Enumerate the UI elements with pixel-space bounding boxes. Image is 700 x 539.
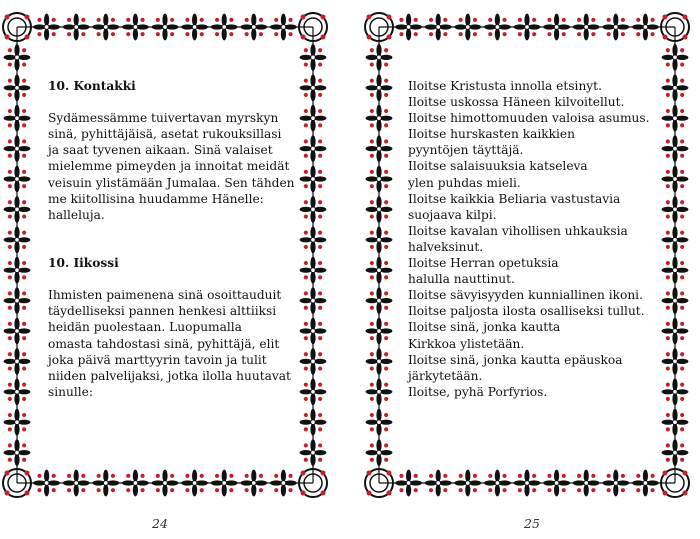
ornament-motif bbox=[366, 196, 393, 223]
page-number: 25 bbox=[524, 516, 540, 531]
ornament-motif bbox=[4, 74, 31, 101]
ornament-motif bbox=[122, 14, 149, 41]
ornament-motif bbox=[211, 470, 238, 497]
text-line: Iloitse kavalan vihollisen uhkauksia bbox=[408, 223, 628, 238]
text-line: Iloitse Herran opetuksia bbox=[408, 256, 559, 271]
text-line: veisuin ylistämään Jumalaa. Sen tähden bbox=[48, 175, 295, 190]
ornament-motif bbox=[662, 318, 689, 345]
text-line: halveksinut. bbox=[408, 239, 484, 254]
ornament-motif bbox=[4, 439, 31, 466]
ornament-motif bbox=[632, 470, 659, 497]
text-line: Iloitse hurskasten kaikkien bbox=[408, 127, 575, 142]
text-line: halleluja. bbox=[48, 207, 105, 222]
ornament-motif bbox=[662, 409, 689, 436]
text-line: Iloitse uskossa Häneen kilvoitellut. bbox=[408, 95, 625, 110]
ornament-motif bbox=[484, 14, 511, 41]
ornament-motif bbox=[543, 470, 570, 497]
text-line: ja saat tyvenen aikaan. Sinä valaiset bbox=[48, 143, 273, 158]
ornament-motif bbox=[602, 470, 629, 497]
ornament-motif bbox=[366, 439, 393, 466]
heading-kontakki: 10. Kontakki bbox=[48, 79, 136, 93]
ornament-motif bbox=[662, 105, 689, 132]
ornament-motif bbox=[4, 226, 31, 253]
ornament-motif bbox=[152, 14, 179, 41]
ornament-motif bbox=[573, 470, 600, 497]
ornament-motif bbox=[300, 44, 327, 71]
ornament-motif bbox=[211, 14, 238, 41]
text-line: suojaava kilpi. bbox=[408, 207, 497, 222]
left-page-text bbox=[48, 78, 308, 400]
ornament-motif bbox=[662, 439, 689, 466]
text-line: heidän puolestaan. Luopumalla bbox=[48, 320, 242, 335]
iikossi-paragraph bbox=[48, 287, 308, 400]
ornament-motif bbox=[63, 470, 90, 497]
text-line: halulla nauttinut. bbox=[408, 272, 515, 287]
ornament-motif bbox=[366, 74, 393, 101]
ornament-motif bbox=[662, 348, 689, 375]
ornament-motif bbox=[425, 470, 452, 497]
text-line: Iloitse kaikkia Beliaria vastustavia bbox=[408, 191, 621, 206]
ornament-motif bbox=[662, 44, 689, 71]
ornament-motif bbox=[514, 470, 541, 497]
text-line: pyyntöjen täyttäjä. bbox=[408, 143, 524, 158]
ornament-motif bbox=[92, 14, 119, 41]
ornament-motif bbox=[4, 378, 31, 405]
text-line: sinä, pyhittäjäisä, asetat rukouksillasi bbox=[48, 127, 282, 142]
text-line: Iloitse, pyhä Porfyrios. bbox=[408, 384, 548, 399]
ornament-motif bbox=[300, 439, 327, 466]
kontakki-paragraph bbox=[48, 110, 308, 223]
ornament-motif bbox=[122, 470, 149, 497]
right-page bbox=[350, 0, 700, 539]
ornament-motif bbox=[300, 409, 327, 436]
text-line: joka päivä marttyyrin tavoin ja tulit bbox=[48, 352, 267, 367]
text-line: Sydämessämme tuivertavan myrskyn bbox=[48, 111, 279, 126]
text-line: sinulle: bbox=[48, 384, 93, 399]
ornament-motif bbox=[662, 166, 689, 193]
text-line: Iloitse sinä, jonka kautta epäuskoa bbox=[408, 352, 623, 367]
text-line: Iloitse sävyisyyden kunniallinen ikoni. bbox=[408, 288, 643, 303]
page-number: 24 bbox=[152, 516, 168, 531]
ornament-motif bbox=[543, 14, 570, 41]
ornament-motif bbox=[366, 166, 393, 193]
text-line: Iloitse paljosta ilosta osalliseksi tullut. bbox=[408, 304, 645, 319]
ornament-motif bbox=[454, 14, 481, 41]
ornament-motif bbox=[4, 196, 31, 223]
text-line: ylen puhdas mieli. bbox=[408, 175, 521, 190]
ornament-motif bbox=[4, 318, 31, 345]
ornament-motif bbox=[4, 348, 31, 375]
ornament-motif bbox=[366, 378, 393, 405]
ornament-motif bbox=[366, 348, 393, 375]
ornament-motif bbox=[395, 470, 422, 497]
ornament-motif bbox=[366, 257, 393, 284]
ornament-motif bbox=[240, 470, 267, 497]
ornament-motif bbox=[662, 135, 689, 162]
ornament-motif bbox=[454, 470, 481, 497]
ornament-motif bbox=[270, 470, 297, 497]
ornament-motif bbox=[33, 470, 60, 497]
text-line: Ihmisten paimenena sinä osoittauduit bbox=[48, 288, 282, 303]
ornament-motif bbox=[4, 44, 31, 71]
ornament-motif bbox=[4, 409, 31, 436]
ornament-motif bbox=[366, 318, 393, 345]
ornament-motif bbox=[366, 287, 393, 314]
text-line: mielemme pimeyden ja innoitat meidät bbox=[48, 159, 290, 174]
ornament-motif bbox=[662, 287, 689, 314]
ornament-motif bbox=[514, 14, 541, 41]
ornament-motif bbox=[92, 470, 119, 497]
ornament-motif bbox=[366, 226, 393, 253]
ornament-motif bbox=[33, 14, 60, 41]
ornament-motif bbox=[662, 196, 689, 223]
text-line: järkytetään. bbox=[408, 368, 483, 383]
text-line: niiden palvelijaksi, jotka ilolla huutavat bbox=[48, 368, 291, 383]
ornament-motif bbox=[484, 470, 511, 497]
text-line: omasta tahdostasi sinä, pyhittäjä, elit bbox=[48, 336, 280, 351]
ornament-motif bbox=[395, 14, 422, 41]
ornament-motif bbox=[366, 409, 393, 436]
text-line: me kiitollisina huudamme Hänelle: bbox=[48, 191, 264, 206]
ornament-motif bbox=[4, 135, 31, 162]
ornament-motif bbox=[632, 14, 659, 41]
ornament-motif bbox=[366, 105, 393, 132]
ornament-motif bbox=[181, 470, 208, 497]
heading-iikossi: 10. Iikossi bbox=[48, 256, 119, 271]
right-page-text bbox=[408, 78, 658, 400]
ornament-motif bbox=[662, 226, 689, 253]
ornament-motif bbox=[662, 257, 689, 284]
text-line: Iloitse salaisuuksia katseleva bbox=[408, 159, 588, 174]
ornament-motif bbox=[4, 166, 31, 193]
ornament-motif bbox=[240, 14, 267, 41]
ornament-motif bbox=[425, 14, 452, 41]
ornament-motif bbox=[4, 287, 31, 314]
text-line: täydelliseksi pannen henkesi alttiiksi bbox=[48, 304, 277, 319]
ornament-motif bbox=[270, 14, 297, 41]
ornament-motif bbox=[63, 14, 90, 41]
ornament-motif bbox=[573, 14, 600, 41]
ornament-motif bbox=[662, 378, 689, 405]
ornament-motif bbox=[662, 74, 689, 101]
ornament-motif bbox=[152, 470, 179, 497]
text-line: Iloitse himottomuuden valoisa asumus. bbox=[408, 111, 650, 126]
ornament-motif bbox=[366, 135, 393, 162]
ornament-motif bbox=[602, 14, 629, 41]
ornament-motif bbox=[4, 105, 31, 132]
ornament-motif bbox=[4, 257, 31, 284]
text-line: Iloitse sinä, jonka kautta bbox=[408, 320, 561, 335]
text-line: Kirkkoa ylistetään. bbox=[408, 336, 525, 351]
ornament-motif bbox=[181, 14, 208, 41]
ornament-motif bbox=[366, 44, 393, 71]
text-line: Iloitse Kristusta innolla etsinyt. bbox=[408, 79, 602, 93]
